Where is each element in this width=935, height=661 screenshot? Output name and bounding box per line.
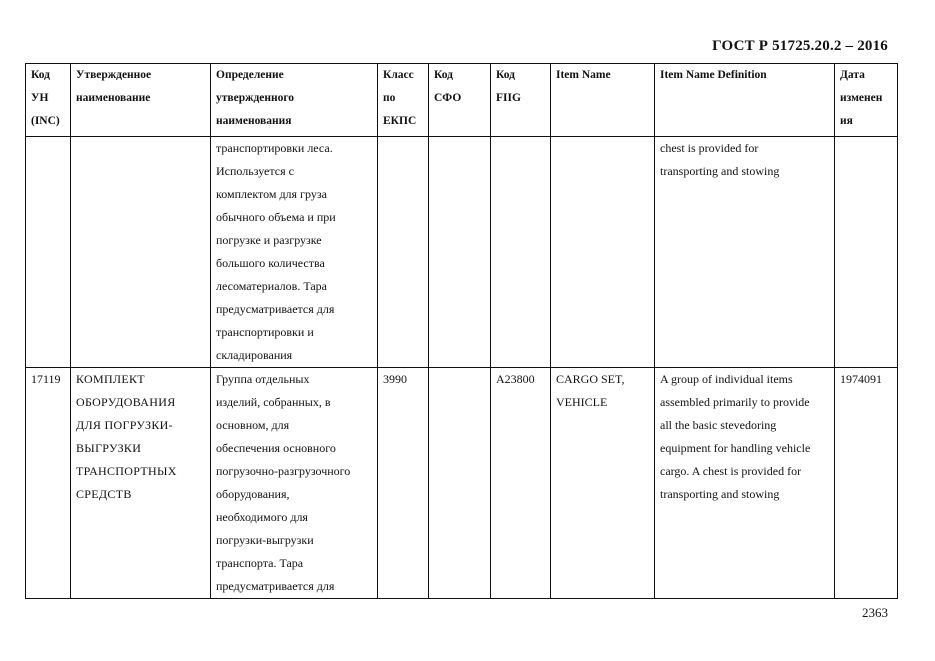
header-item-name-definition: Item Name Definition bbox=[655, 64, 835, 137]
cell-ekps-class: 3990 bbox=[378, 368, 429, 599]
page-number: 2363 bbox=[862, 605, 888, 620]
header-approved-name: Утвержденное наименование bbox=[71, 64, 211, 137]
cell-change-date: 1974091 bbox=[835, 368, 898, 599]
cell-sfo-code bbox=[429, 137, 491, 368]
document-standard-title: ГОСТ Р 51725.20.2 – 2016 bbox=[712, 38, 888, 54]
cell-item-name bbox=[551, 137, 655, 368]
cell-approved-name bbox=[71, 137, 211, 368]
cell-definition-ru: Группа отдельных изделий, собранных, в основном, для обеспечения основного погрузочно-разгрузочного оборудования, необходимого для погрузки-выгрузки транспорта. Тара предусматривается для bbox=[211, 368, 378, 599]
cell-change-date bbox=[835, 137, 898, 368]
header-ekps-class: Класс по ЕКПС bbox=[378, 64, 429, 137]
header-sfo-code: Код СФО bbox=[429, 64, 491, 137]
catalog-table bbox=[25, 63, 898, 599]
header-fiig-code: Код FIIG bbox=[491, 64, 551, 137]
cell-definition-en: A group of individual items assembled primarily to provide all the basic stevedoring equipment for handling vehicle cargo. A chest is provided for transporting and stowing bbox=[655, 368, 835, 599]
header-definition-ru: Определение утвержденного наименования bbox=[211, 64, 378, 137]
header-item-name: Item Name bbox=[551, 64, 655, 137]
cell-definition-ru: транспортировки леса. Используется с комплектом для груза обычного объема и при погрузке и разгрузке большого количества лесоматериалов. Тара предусматривается для транспортировки и складирования bbox=[211, 137, 378, 368]
cell-fiig-code: A23800 bbox=[491, 368, 551, 599]
table-row-continued bbox=[26, 137, 898, 368]
cell-sfo-code bbox=[429, 368, 491, 599]
header-change-date: Дата изменен ия bbox=[835, 64, 898, 137]
cell-approved-name: КОМПЛЕКТ ОБОРУДОВАНИЯ ДЛЯ ПОГРУЗКИ- ВЫГРУЗКИ ТРАНСПОРТНЫХ СРЕДСТВ bbox=[71, 368, 211, 599]
cell-item-name: CARGO SET, VEHICLE bbox=[551, 368, 655, 599]
cell-fiig-code bbox=[491, 137, 551, 368]
table-row bbox=[26, 368, 898, 599]
cell-definition-en: chest is provided for transporting and stowing bbox=[655, 137, 835, 368]
header-inc-code: Код УН (INC) bbox=[26, 64, 71, 137]
cell-inc: 17119 bbox=[26, 368, 71, 599]
cell-inc bbox=[26, 137, 71, 368]
cell-ekps-class bbox=[378, 137, 429, 368]
table-header-row bbox=[26, 64, 898, 137]
